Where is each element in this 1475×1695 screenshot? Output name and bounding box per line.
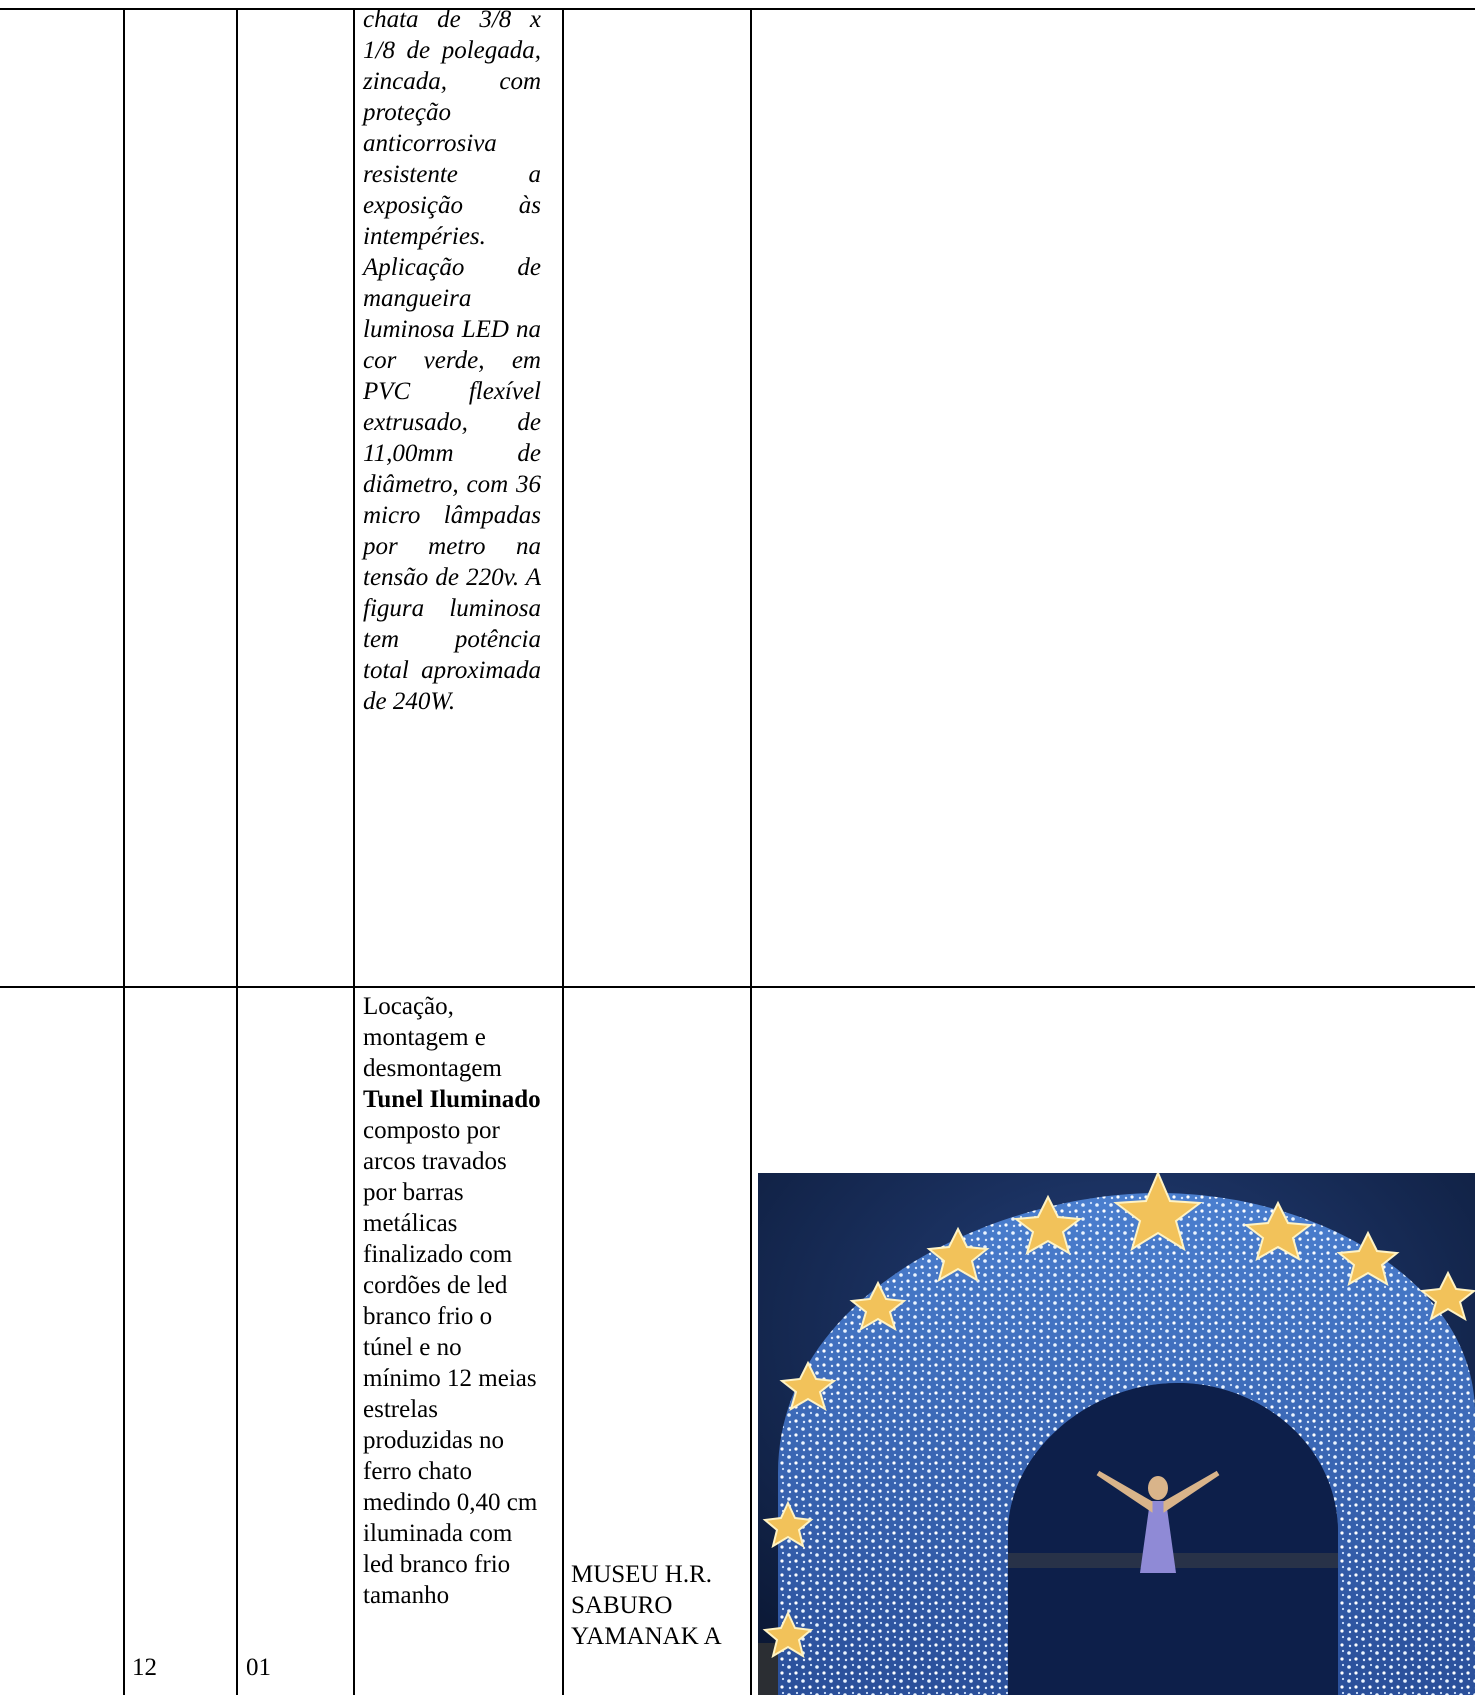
col-border-2 [236,8,238,1695]
col-border-5 [750,8,752,1695]
table-top-border [0,8,1475,10]
item-number: 12 [132,1654,157,1681]
row-divider [0,986,1475,988]
tunnel-illustration [758,1173,1475,1695]
item-description [363,991,541,1611]
item-location: MUSEU H.R. SABURO YAMANAK A [571,1561,722,1650]
item-quantity: 01 [246,1654,271,1681]
illuminated-tunnel-photo [758,1173,1475,1695]
description-intro: Locação, montagem e desmontagem [363,993,502,1082]
col-border-3 [353,8,355,1695]
col-border-4 [562,8,564,1695]
description-product-name: Tunel Iluminado [363,1086,541,1113]
item-description-continued: chata de 3/8 x 1/8 de polegada, zincada, com proteção anticorrosiva resistente a exposição às intempéries. Aplicação de mangueira luminosa LED na cor verde, em PVC flexível extrusado, de 11,00mm de diâmetro, com 36 micro lâmpadas por metro na tensão de 220v. A figura luminosa tem potência total aproximada de 240W. [363,6,541,715]
description-details: composto por arcos travados por barras metálicas finalizado com cordões de led branco frio o túnel e no mínimo 12 meias estrelas produzidas no ferro chato medindo 0,40 cm iluminada com led branco frio tamanho [363,1117,538,1609]
col-border-1 [123,8,125,1695]
